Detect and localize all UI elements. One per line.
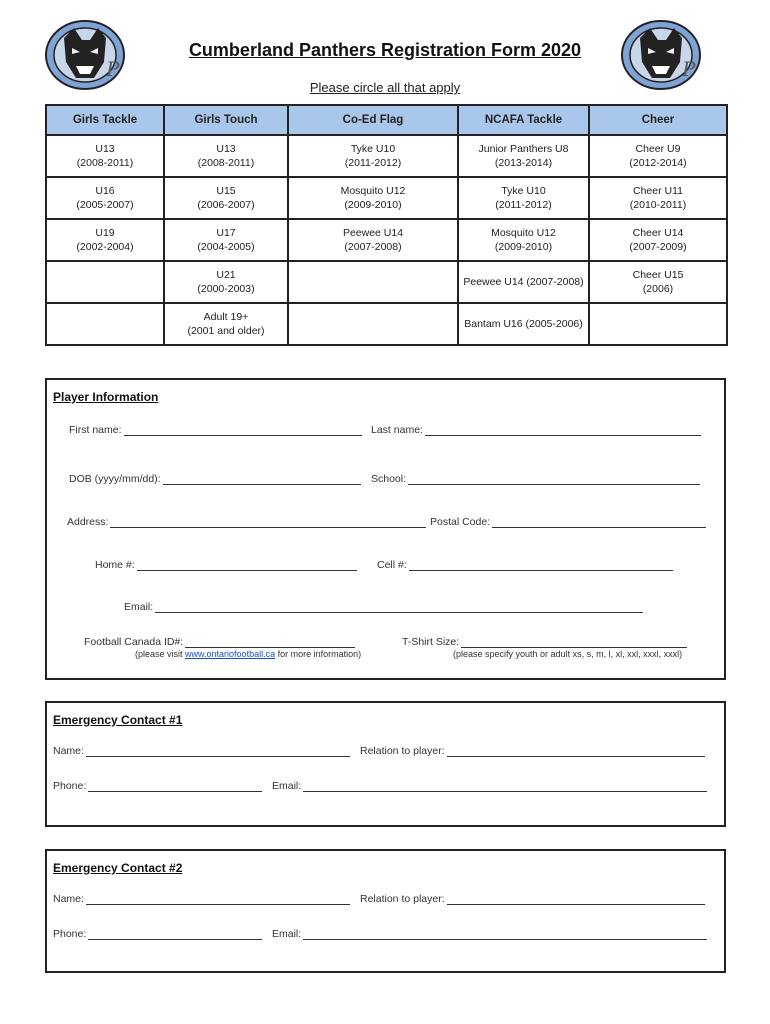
division-cell-text: (2007-2008) [344, 241, 402, 253]
tshirt-size-field[interactable] [402, 636, 687, 648]
ec1-name-field[interactable] [53, 745, 350, 757]
ec2-name-label: Name: [53, 893, 84, 905]
column-header-cheer: Cheer [589, 105, 727, 135]
division-cell-text: U17 [216, 227, 236, 239]
football-canada-id-field[interactable] [84, 636, 355, 648]
column-header-coed-flag: Co-Ed Flag [288, 105, 458, 135]
ec2-phone-field[interactable] [53, 928, 262, 940]
cell-phone-label: Cell #: [377, 559, 407, 571]
football-canada-id-label: Football Canada ID#: [84, 636, 184, 648]
division-cell-ncafa-tackle[interactable] [458, 219, 589, 261]
division-cell-text: Peewee U14 (2007-2008) [463, 276, 584, 288]
home-phone-label: Home #: [95, 559, 135, 571]
cell-phone-field[interactable] [377, 559, 673, 571]
table-row [46, 261, 727, 303]
division-cell-text: Tyke U10 [350, 143, 396, 155]
dob-field[interactable] [69, 473, 361, 485]
division-cell-cheer[interactable] [589, 261, 727, 303]
division-cell-girls-tackle[interactable] [46, 177, 164, 219]
home-phone-field[interactable] [95, 559, 357, 571]
table-row [46, 303, 727, 345]
form-title: Cumberland Panthers Registration Form 2020 [188, 40, 582, 60]
ec2-relation-label: Relation to player: [360, 893, 445, 905]
emergency-contact-1-title: Emergency Contact #1 [53, 713, 183, 727]
division-cell-text: (2007-2009) [629, 241, 687, 253]
division-cell-cheer[interactable] [589, 219, 727, 261]
ec1-phone-label: Phone: [53, 780, 87, 792]
address-label: Address: [67, 516, 109, 528]
division-cell-text: (2012-2014) [629, 157, 687, 169]
football-note-prefix: (please visit [135, 649, 186, 659]
ec1-relation-field[interactable] [360, 745, 705, 757]
table-row [46, 177, 727, 219]
division-cell-text: (2010-2011) [629, 199, 687, 211]
division-cell-girls-tackle [46, 261, 164, 303]
division-cell-coed-flag[interactable] [288, 135, 458, 177]
column-header-girls-tackle: Girls Tackle [46, 105, 164, 135]
division-cell-text: U19 [95, 227, 115, 239]
postal-code-field[interactable] [430, 516, 706, 528]
division-cell-text: (2000-2003) [197, 283, 255, 295]
svg-text:P: P [106, 57, 120, 81]
emergency-contact-2-section [45, 849, 726, 973]
division-cell-text: U13 [95, 143, 115, 155]
emergency-contact-2-title: Emergency Contact #2 [53, 861, 183, 875]
ec2-relation-field[interactable] [360, 893, 705, 905]
ec1-phone-field[interactable] [53, 780, 262, 792]
division-cell-girls-touch[interactable] [164, 303, 288, 345]
division-cell-text: Cheer U14 [632, 227, 684, 239]
player-email-label: Email: [124, 601, 154, 613]
division-cell-text: (2008-2011) [197, 157, 255, 169]
football-canada-note [135, 649, 361, 659]
division-cell-coed-flag[interactable] [288, 177, 458, 219]
ec2-phone-label: Phone: [53, 928, 87, 940]
division-cell-coed-flag[interactable] [288, 219, 458, 261]
ec2-email-field[interactable] [272, 928, 707, 940]
division-cell-text: Cheer U11 [633, 185, 683, 197]
tshirt-size-note: (please specify youth or adult xs, s, m, l, xl, xxl, xxxl, xxxl) [453, 649, 683, 659]
division-cell-girls-tackle[interactable] [46, 219, 164, 261]
division-cell-text: Mosquito U12 [491, 227, 556, 239]
division-cell-girls-tackle [46, 303, 164, 345]
column-header-girls-touch: Girls Touch [164, 105, 288, 135]
division-cell-ncafa-tackle[interactable] [458, 261, 589, 303]
division-cell-text: Cheer U9 [635, 143, 681, 155]
division-cell-girls-touch[interactable] [164, 177, 288, 219]
division-cell-ncafa-tackle[interactable] [458, 135, 589, 177]
player-information-section [45, 378, 726, 680]
division-cell-text: Peewee U14 [342, 227, 404, 239]
division-cell-text: Bantam U16 (2005-2006) [464, 318, 583, 330]
division-cell-text: (2002-2004) [76, 241, 134, 253]
ec2-name-field[interactable] [53, 893, 350, 905]
postal-code-label: Postal Code: [430, 516, 491, 528]
division-cell-text: U21 [216, 269, 236, 281]
division-cell-girls-tackle[interactable] [46, 135, 164, 177]
table-row [46, 135, 727, 177]
division-cell-text: (2011-2012) [344, 157, 402, 169]
division-cell-text: (2004-2005) [197, 241, 255, 253]
ec2-email-label: Email: [272, 928, 302, 940]
division-cell-ncafa-tackle[interactable] [458, 177, 589, 219]
emergency-contact-1-section [45, 701, 726, 827]
address-field[interactable] [67, 516, 426, 528]
ec1-relation-label: Relation to player: [360, 745, 445, 757]
division-cell-text: (2006) [642, 283, 674, 295]
football-note-suffix: for more information) [275, 649, 362, 659]
player-information-title: Player Information [53, 390, 159, 404]
ontariofootball-link[interactable]: www.ontariofootball.ca [185, 649, 276, 659]
ec1-email-label: Email: [272, 780, 302, 792]
division-cell-text: Mosquito U12 [340, 185, 406, 197]
last-name-label: Last name: [371, 424, 423, 436]
form-subtitle: Please circle all that apply [309, 80, 461, 95]
division-cell-text: Tyke U10 [501, 185, 546, 197]
first-name-label: First name: [69, 424, 122, 436]
division-cell-text: (2006-2007) [197, 199, 255, 211]
table-row [46, 219, 727, 261]
division-cell-girls-touch[interactable] [164, 135, 288, 177]
division-cell-girls-touch[interactable] [164, 261, 288, 303]
last-name-field[interactable] [371, 424, 701, 436]
division-cell-text: (2011-2012) [495, 199, 552, 211]
column-header-ncafa-tackle: NCAFA Tackle [458, 105, 589, 135]
first-name-field[interactable] [69, 424, 362, 436]
division-cell-text: U16 [95, 185, 115, 197]
division-cell-cheer[interactable] [589, 177, 727, 219]
ec1-email-field[interactable] [272, 780, 707, 792]
division-cell-text: U13 [216, 143, 236, 155]
tshirt-size-label: T-Shirt Size: [402, 636, 460, 648]
division-cell-ncafa-tackle[interactable] [458, 303, 589, 345]
division-cell-cheer [589, 303, 727, 345]
division-cell-text: (2009-2010) [494, 241, 553, 253]
division-cell-text: (2013-2014) [494, 157, 553, 169]
division-cell-text: (2008-2011) [76, 157, 134, 169]
school-field[interactable] [371, 473, 700, 485]
division-cell-text: (2001 and older) [187, 325, 265, 337]
division-cell-coed-flag [288, 303, 458, 345]
division-cell-text: (2005-2007) [76, 199, 134, 211]
ec1-name-label: Name: [53, 745, 84, 757]
division-cell-girls-touch[interactable] [164, 219, 288, 261]
division-cell-cheer[interactable] [589, 135, 727, 177]
school-label: School: [371, 473, 407, 485]
divisions-table [45, 104, 728, 346]
division-cell-text: Cheer U15 [632, 269, 684, 281]
division-cell-coed-flag [288, 261, 458, 303]
division-cell-text: Junior Panthers U8 [478, 143, 569, 155]
svg-text:P: P [682, 57, 696, 81]
dob-label: DOB (yyyy/mm/dd): [69, 473, 161, 485]
divisions-header-row [46, 105, 727, 135]
division-cell-text: (2009-2010) [344, 199, 402, 211]
division-cell-text: U15 [216, 185, 236, 197]
player-email-field[interactable] [124, 601, 643, 613]
division-cell-text: Adult 19+ [203, 311, 249, 323]
